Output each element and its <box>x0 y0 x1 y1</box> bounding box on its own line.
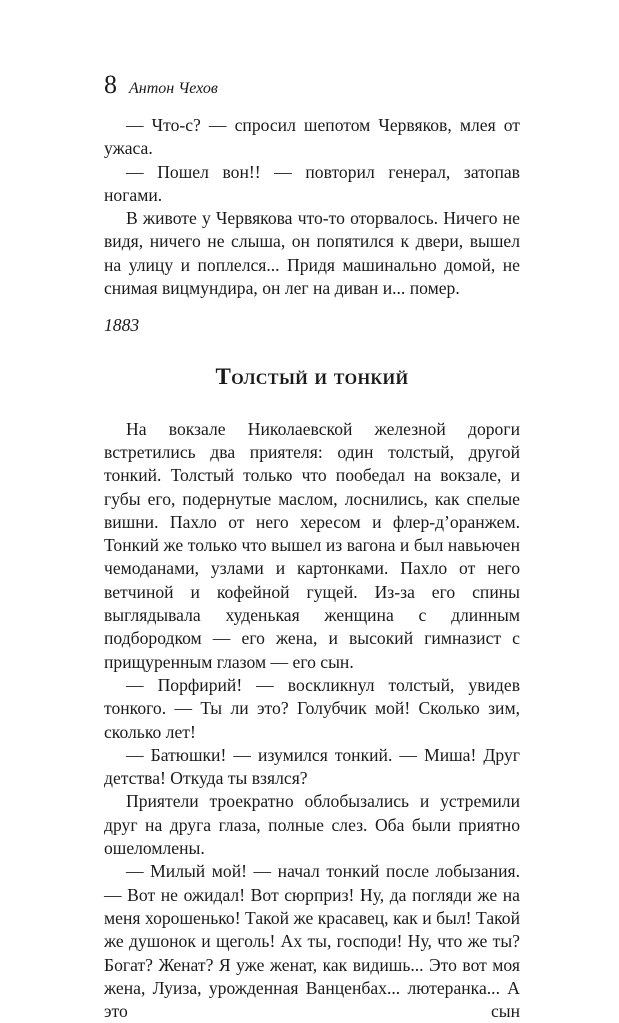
paragraph: В животе у Червякова что-то оторвалось. Ничего не видя, ничего не слыша, он попятился к двери, вышел на улицу и поплелся... Придя машинально домой, не снимая вицмундира, он лег на диван и... помер. <box>104 208 520 299</box>
running-author: Антон Чехов <box>129 80 218 97</box>
running-head <box>104 70 520 100</box>
story-body <box>104 418 520 1023</box>
paragraph: Приятели троекратно облобызались и устремили друг на друга глаза, полные слез. Оба были приятно ошеломлены. <box>104 791 520 859</box>
story-title: Толстый и тонкий <box>215 363 409 389</box>
previous-story-ending <box>104 114 520 338</box>
paragraph: — Пошел вон!! — повторил генерал, затопав ногами. <box>104 161 520 205</box>
paragraph: — Милый мой! — начал тонкий после лобызания. — Вот не ожидал! Вот сюрприз! Ну, да погляди же на меня хорошенько! Такой же красавец, как и был! Такой же душонок и щеголь! Ах ты, господи! Ну, что же ты? Богат? Женат? Я уже женат, как видишь... Это вот моя жена, Луиза, урожденная Ванценбах... лютеранка... А это сын <box>104 861 520 1022</box>
story-date: 1883 <box>104 315 140 336</box>
book-page <box>104 70 520 1023</box>
page-number: 8 <box>104 70 117 99</box>
paragraph: — Батюшки! — изумился тонкий. — Миша! Друг детства! Откуда ты взялся? <box>104 744 520 789</box>
paragraph: На вокзале Николаевской железной дороги встретились два приятеля: один толстый, другой тонкий. Толстый только что пообедал на вокзале, и губы его, подернутые маслом, лоснились, как спелые вишни. Пахло от него хересом и флер-д’оранжем. Тонкий же только что вышел из вагона и был навьючен чемоданами, узлами и картонками. Пахло от него ветчиной и кофейной гущей. Из-за его спины выглядывала худенькая женщина с длинным подбородком — его жена, и высокий гимназист с прищуренным глазом — его сын. <box>104 418 520 672</box>
paragraph: — Порфирий! — воскликнул толстый, увидев тонкого. — Ты ли это? Голубчик мой! Сколько зим, сколько лет! <box>104 674 520 742</box>
paragraph: — Что-с? — спросил шепотом Червяков, млея от ужаса. <box>104 115 520 159</box>
